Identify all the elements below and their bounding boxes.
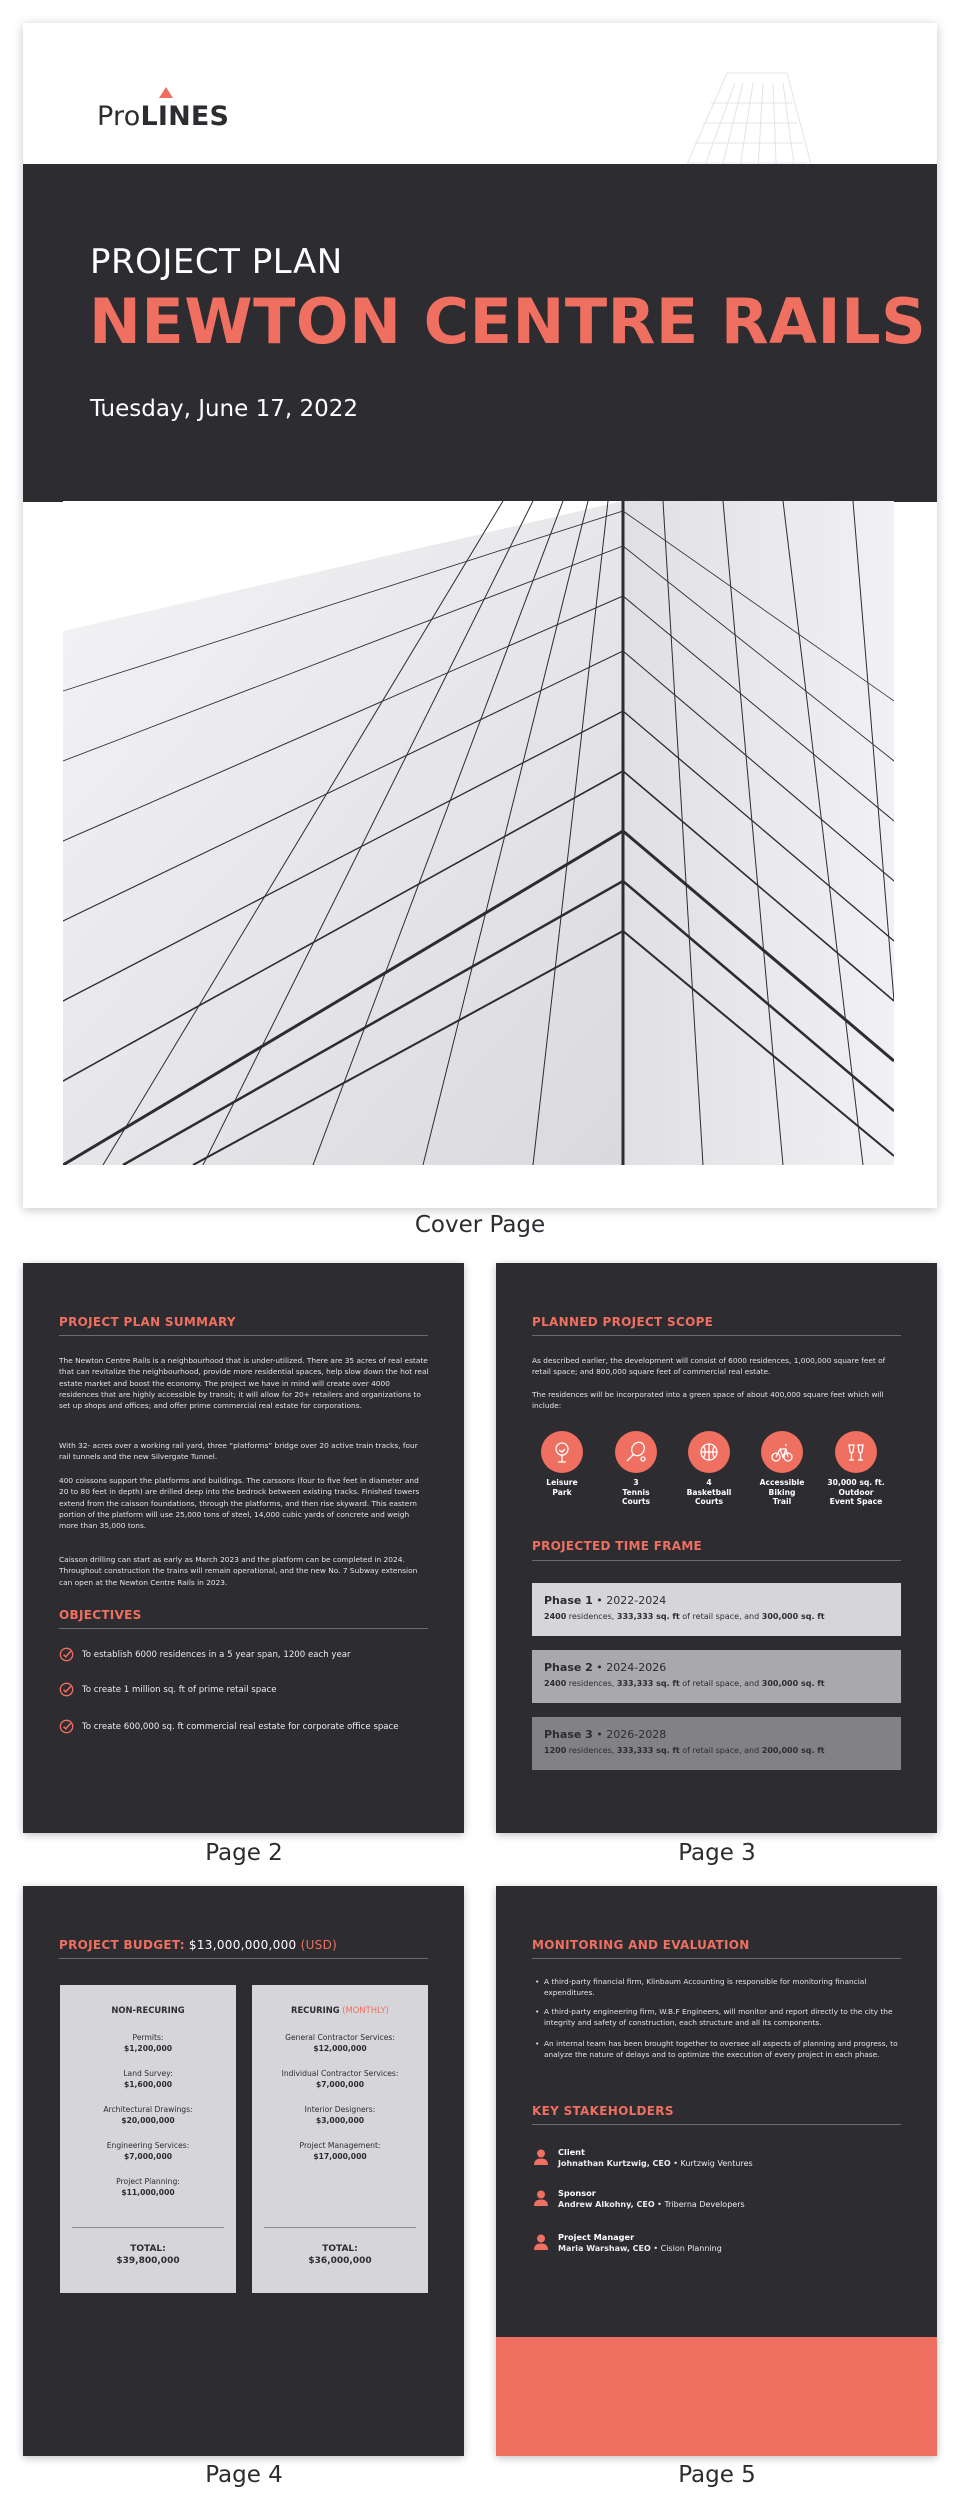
phase-years: 2022-2024 (606, 1594, 667, 1607)
page-5 (496, 1886, 937, 2456)
stakeholder-name: Andrew Alkohny, CEO (558, 2200, 655, 2209)
cover-title: NEWTON CENTRE RAILS (89, 285, 927, 358)
cover-page-caption: Cover Page (414, 1212, 546, 1238)
phase-name: Phase 3 (544, 1728, 593, 1741)
budget-item: Permits: $1,200,000 (123, 2033, 173, 2053)
stakeholder-item (532, 2231, 722, 2255)
scope-heading: PLANNED PROJECT SCOPE (532, 1315, 714, 1329)
logo-lines: LINES (140, 101, 230, 132)
person-icon (532, 2189, 550, 2207)
amenity-event-space (826, 1431, 886, 1507)
stakeholders-rule (532, 2124, 901, 2125)
budget-item: Engineering Services: $7,000,000 (106, 2141, 190, 2161)
stakeholder-name: Johnathan Kurtzwig, CEO (558, 2159, 671, 2168)
budget-currency: (USD) (296, 1938, 338, 1952)
amenity-basketball (679, 1431, 739, 1507)
recurring-heading: RECURING (MONTHLY) (291, 2005, 389, 2015)
cover-page (23, 23, 937, 1208)
timeframe-rule (532, 1560, 901, 1561)
amenity-biking-trail (752, 1431, 812, 1507)
stakeholder-role: Client (558, 2147, 585, 2157)
amenity-label: 3 Tennis Courts (621, 1478, 651, 1507)
page-4 (23, 1886, 464, 2456)
summary-paragraph: 400 coissons support the platforms and buildings. The carssons (four to five feet in diameter and 20 to 80 feet in depth) are drilled deep into the bedrock between existing tracks. Finished towers extend from the caisson foundations, through the platforms, and then rise skyward. This eastern portion of the platform will use 25,000 tons of steel, 14,000 cubic yards of concrete and weigh more than 35,000 tons. (59, 1476, 420, 1531)
cover-subtitle: PROJECT PLAN (90, 242, 343, 282)
amenity-label: 4 Basketball Courts (686, 1478, 732, 1507)
page-2-caption: Page 2 (205, 1840, 283, 1866)
objective-text: To create 600,000 sq. ft commercial real estate for corporate office space (82, 1721, 399, 1732)
summary-rule (59, 1335, 428, 1336)
objectives-rule (59, 1628, 428, 1629)
budget-heading (59, 1938, 337, 1952)
phase-2-card: Phase 2 • 2024-2026 2400 residences, 333,333 sq. ft of retail space, and 300,000 sq. ft (532, 1650, 901, 1703)
phase-retail: 333,333 sq. ft (616, 1612, 680, 1621)
objective-text: To create 1 million sq. ft of prime retail space (82, 1684, 277, 1695)
page-5-footer-band (496, 2337, 937, 2456)
budget-item: Project Management: $17,000,000 (299, 2141, 381, 2161)
phase-office: 200,000 sq. ft (761, 1746, 825, 1755)
budget-item: Interior Designers: $3,000,000 (304, 2105, 376, 2125)
objective-item (59, 1719, 399, 1734)
recurring-card (252, 1985, 428, 2293)
scope-paragraph: The residences will be incorporated into a green space of about 400,000 square feet which will include: (532, 1390, 884, 1411)
cover-date: Tuesday, June 17, 2022 (90, 396, 359, 422)
monitoring-bullet: • A third-party financial firm, Klinbaum Accounting is responsible for monitoring financial expenditures. (544, 1976, 904, 1998)
phase-3-card: Phase 3 • 2026-2028 1200 residences, 333,333 sq. ft of retail space, and 200,000 sq. ft (532, 1717, 901, 1770)
check-circle-icon (59, 1682, 74, 1697)
check-circle-icon (59, 1719, 74, 1734)
budget-label: PROJECT BUDGET: (59, 1938, 185, 1952)
total-divider (72, 2227, 224, 2228)
phase-retail: 333,333 sq. ft (616, 1679, 680, 1688)
summary-paragraph: Caisson drilling can start as early as March 2023 and the platform can be completed in 2024. Throughout construction the trains will remain operational, and the new No. 7 Subway extension can open at the Newton Centre Rails in 2023. (59, 1555, 418, 1587)
logo-triangle-icon (159, 87, 173, 98)
phase-residences: 2400 (544, 1612, 567, 1621)
basketball-icon (696, 1439, 722, 1465)
leisure-park-icon (549, 1439, 575, 1465)
monitoring-heading: MONITORING AND EVALUATION (532, 1938, 750, 1952)
stakeholder-item (532, 2187, 745, 2211)
phase-years: 2026-2028 (606, 1728, 667, 1741)
phase-office: 300,000 sq. ft (761, 1679, 825, 1688)
phase-name: Phase 2 (544, 1661, 593, 1674)
budget-item: Land Survey: $1,600,000 (123, 2069, 173, 2089)
monitoring-bullet: • An internal team has been brought together to oversee all aspects of planning and progress, to analyze the nature of delays and to optimize the execution of every project in each phase. (544, 2038, 904, 2060)
tennis-icon (623, 1439, 649, 1465)
summary-paragraph: With 32- acres over a working rail yard, three “platforms” bridge over 20 active train tracks, four rail tunnels and the new Silvergate Tunnel. (59, 1441, 418, 1462)
phase-years: 2024-2026 (606, 1661, 667, 1674)
person-icon (532, 2148, 550, 2166)
scope-rule (532, 1335, 901, 1336)
scope-paragraph: As described earlier, the development will consist of 6000 residences, 1,000,000 square feet of retail space; and 800,000 square feet of commercial real estate. (532, 1356, 886, 1377)
amenity-label: 30,000 sq. ft. Outdoor Event Space (827, 1478, 885, 1507)
amenity-label: Leisure Park (546, 1478, 578, 1497)
phase-residences: 1200 (544, 1746, 567, 1755)
recurring-total: TOTAL: $36,000,000 (308, 2244, 372, 2266)
budget-item: Architectural Drawings: $20,000,000 (103, 2105, 193, 2125)
objective-item (59, 1682, 276, 1697)
timeframe-heading: PROJECTED TIME FRAME (532, 1539, 703, 1553)
summary-heading: PROJECT PLAN SUMMARY (59, 1315, 236, 1329)
phase-name: Phase 1 (544, 1594, 593, 1607)
nonrecurring-heading: NON-RECURING (111, 2005, 185, 2015)
bike-icon (769, 1439, 795, 1465)
total-divider (264, 2227, 416, 2228)
budget-amount: $13,000,000,000 (184, 1938, 297, 1952)
monitoring-rule (532, 1958, 901, 1959)
page-4-caption: Page 4 (205, 2462, 283, 2488)
building-photo (63, 501, 894, 1165)
phase-retail: 333,333 sq. ft (616, 1746, 680, 1755)
amenity-leisure-park (532, 1431, 592, 1497)
objective-item (59, 1647, 351, 1662)
phase-residences: 2400 (544, 1679, 567, 1688)
budget-rule (59, 1958, 428, 1959)
budget-item: Project Planning: $11,000,000 (116, 2177, 180, 2197)
page-2 (23, 1263, 464, 1833)
nonrecurring-card (60, 1985, 236, 2293)
check-circle-icon (59, 1647, 74, 1662)
summary-paragraph: The Newton Centre Rails is a neighbourhood that is under-utilized. There are 35 acres of real estate that can revitalize the neighbourhood, provide more residential spaces, help slow down the hot real estate market and boost the economy. The project we have in mind will create over 4000 residences that are highly accessible by transit; it will allow for 20+ retailers and organizations to set up shops and offices; and offer prime commercial real estate for corporations. (59, 1356, 429, 1411)
person-icon (532, 2233, 550, 2251)
stakeholder-name: Maria Warshaw, CEO (558, 2244, 651, 2253)
monitoring-bullet: • A third-party engineering firm, W.B.F Engineers, will monitor and report directly to the city the integrity and safety of construction, each structure and all its components. (544, 2006, 904, 2028)
stakeholder-org: • Kurtzwig Ventures (670, 2159, 753, 2168)
amenity-label: Accessible Biking Trail (759, 1478, 805, 1507)
stakeholder-item (532, 2146, 753, 2170)
stakeholder-role: Sponsor (558, 2188, 596, 2198)
stakeholders-heading: KEY STAKEHOLDERS (532, 2104, 674, 2118)
celebration-icon (843, 1439, 869, 1465)
stakeholder-org: • Cision Planning (650, 2244, 722, 2253)
nonrecurring-total: TOTAL: $39,800,000 (116, 2244, 180, 2266)
logo-pro: Pro (97, 101, 141, 132)
stakeholder-org: • Triberna Developers (654, 2200, 745, 2209)
objectives-heading: OBJECTIVES (59, 1608, 142, 1622)
cover-title-band (23, 164, 937, 502)
page-5-caption: Page 5 (678, 2462, 756, 2488)
phase-1-card: Phase 1 • 2022-2024 2400 residences, 333,333 sq. ft of retail space, and 300,000 sq. ft (532, 1583, 901, 1636)
budget-item: Individual Contractor Services: $7,000,000 (281, 2069, 399, 2089)
amenity-tennis (606, 1431, 666, 1507)
phase-office: 300,000 sq. ft (761, 1612, 825, 1621)
objective-text: To establish 6000 residences in a 5 year span, 1200 each year (82, 1649, 351, 1660)
budget-item: General Contractor Services: $12,000,000 (285, 2033, 395, 2053)
prolines-logo (97, 101, 229, 132)
stakeholder-role: Project Manager (558, 2232, 635, 2242)
page-3 (496, 1263, 937, 1833)
page-3-caption: Page 3 (678, 1840, 756, 1866)
